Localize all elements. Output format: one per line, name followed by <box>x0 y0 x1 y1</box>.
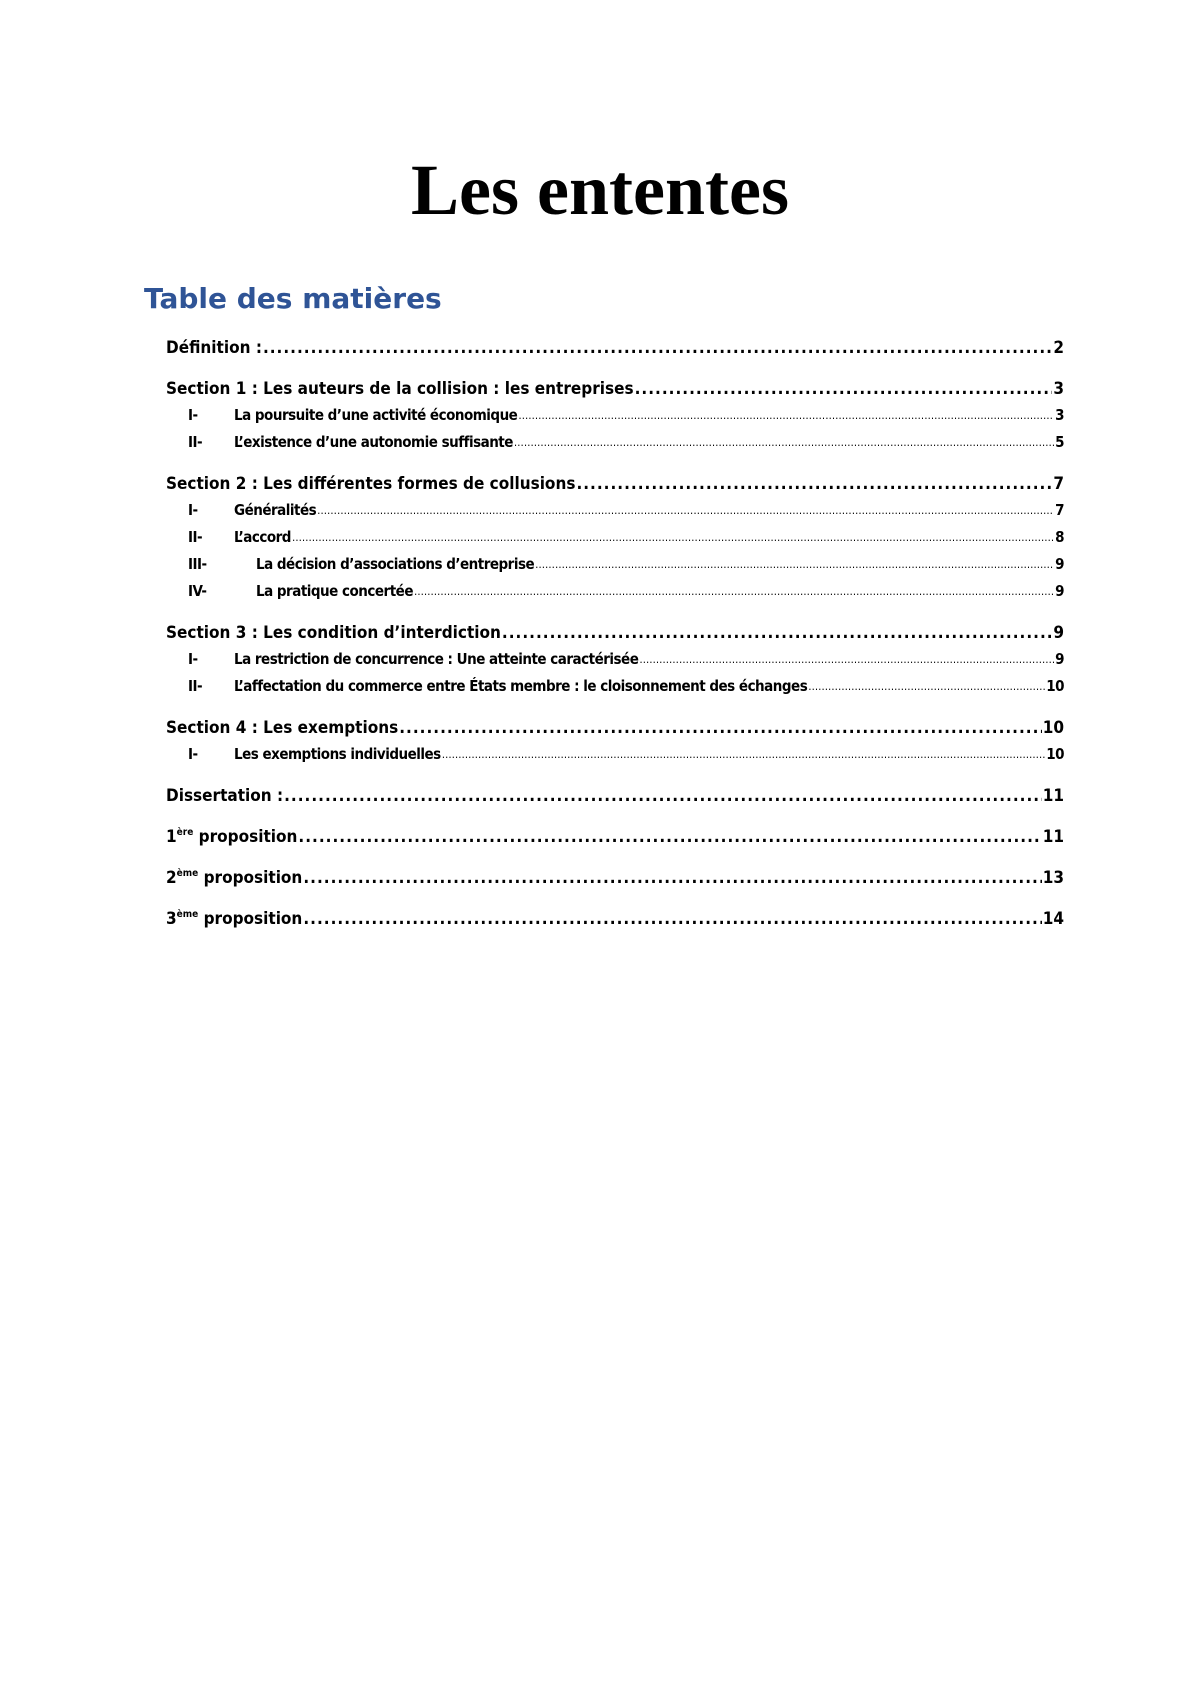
toc-entry-section[interactable] <box>166 335 1064 361</box>
toc-page-number: 9 <box>1053 623 1064 643</box>
toc-dot-leader <box>263 335 1052 361</box>
toc-entry-section[interactable] <box>166 715 1064 741</box>
document-title: Les ententes <box>411 150 789 230</box>
toc-entry-label-text: proposition <box>193 827 298 847</box>
toc-entry-label: La pratique concertée <box>256 582 413 600</box>
toc-page-number: 10 <box>1046 745 1064 763</box>
toc-dot-leader <box>399 715 1041 741</box>
toc-entry-label-text: proposition <box>198 909 303 929</box>
toc-page-number: 14 <box>1042 909 1064 929</box>
toc-dot-leader <box>292 524 1054 551</box>
toc-page-number: 7 <box>1055 501 1064 519</box>
toc-page-number: 2 <box>1053 338 1064 358</box>
toc-page-number: 11 <box>1042 827 1064 847</box>
toc-entry-number: II- <box>188 677 203 695</box>
toc-dot-leader <box>317 497 1054 524</box>
toc-entry-label: L’accord <box>234 528 291 546</box>
toc-entry-label <box>166 906 302 932</box>
toc-dot-leader <box>576 471 1052 497</box>
toc-entry-section[interactable] <box>166 376 1064 402</box>
toc-page-number: 9 <box>1055 555 1064 573</box>
toc-page-number: 9 <box>1055 582 1064 600</box>
toc-entry-subsection[interactable] <box>166 402 1064 429</box>
toc-entry-label: Définition : <box>166 338 262 358</box>
toc-entry-subsection[interactable] <box>166 646 1064 673</box>
table-of-contents <box>166 335 1064 932</box>
toc-page-number: 11 <box>1042 786 1064 806</box>
toc-dot-leader <box>518 402 1054 429</box>
toc-entry-label: Dissertation : <box>166 786 284 806</box>
toc-dot-leader <box>414 578 1054 605</box>
toc-entry-subsection[interactable] <box>166 741 1064 768</box>
toc-entry-label: Généralités <box>234 501 317 519</box>
toc-entry-label <box>166 824 297 850</box>
toc-page-number: 8 <box>1055 528 1064 546</box>
toc-entry-subsection[interactable] <box>166 429 1064 456</box>
toc-entry-number: I- <box>188 501 198 519</box>
toc-entry-label: Section 4 : Les exemptions <box>166 718 399 738</box>
toc-dot-leader <box>808 673 1045 700</box>
toc-entry-label-text: proposition <box>198 868 303 888</box>
toc-entry-label-number: 2 <box>166 868 177 888</box>
toc-dot-leader <box>535 551 1054 578</box>
toc-dot-leader <box>303 906 1041 932</box>
toc-entry-section[interactable] <box>166 783 1064 809</box>
toc-dot-leader <box>303 865 1041 891</box>
toc-entry-label: Section 1 : Les auteurs de la collision : les entreprises <box>166 379 634 399</box>
toc-entry-section[interactable] <box>166 620 1064 646</box>
toc-dot-leader <box>639 646 1054 673</box>
toc-page-number: 7 <box>1053 474 1064 494</box>
toc-dot-leader <box>514 429 1054 456</box>
toc-entry-label-superscript: ère <box>176 827 194 838</box>
toc-heading: Table des matières <box>144 282 442 315</box>
toc-dot-leader <box>284 783 1042 809</box>
toc-dot-leader <box>298 824 1041 850</box>
toc-entry-label: L’existence d’une autonomie suffisante <box>234 433 513 451</box>
toc-entry-section[interactable] <box>166 906 1064 932</box>
toc-entry-label: Section 3 : Les condition d’interdiction <box>166 623 501 643</box>
toc-entry-section[interactable] <box>166 471 1064 497</box>
toc-entry-label: Les exemptions individuelles <box>234 745 441 763</box>
toc-entry-label-number: 3 <box>166 909 177 929</box>
toc-entry-subsection[interactable] <box>166 673 1064 700</box>
toc-entry-number: I- <box>188 406 198 424</box>
toc-entry-label: La poursuite d’une activité économique <box>234 406 518 424</box>
toc-entry-number: II- <box>188 433 203 451</box>
toc-entry-label-number: 1 <box>166 827 177 847</box>
toc-entry-label: La restriction de concurrence : Une atteinte caractérisée <box>234 650 639 668</box>
toc-page-number: 5 <box>1055 433 1064 451</box>
toc-dot-leader <box>635 376 1053 402</box>
toc-entry-section[interactable] <box>166 865 1064 891</box>
toc-page-number: 3 <box>1053 379 1064 399</box>
toc-page-number: 9 <box>1055 650 1064 668</box>
toc-entry-label: La décision d’associations d’entreprise <box>256 555 535 573</box>
toc-entry-number: II- <box>188 528 203 546</box>
toc-entry-number: III- <box>188 555 207 573</box>
toc-entry-subsection[interactable] <box>166 524 1064 551</box>
toc-dot-leader <box>502 620 1052 646</box>
toc-page-number: 13 <box>1042 868 1064 888</box>
toc-entry-label <box>166 865 302 891</box>
toc-entry-label-superscript: ème <box>176 909 199 920</box>
toc-page-number: 10 <box>1046 677 1064 695</box>
toc-entry-label-superscript: ème <box>176 868 199 879</box>
toc-entry-section[interactable] <box>166 824 1064 850</box>
toc-page-number: 10 <box>1042 718 1064 738</box>
toc-dot-leader <box>442 741 1046 768</box>
toc-entry-subsection[interactable] <box>166 551 1064 578</box>
toc-entry-label: L’affectation du commerce entre États membre : le cloisonnement des échanges <box>234 677 808 695</box>
toc-entry-subsection[interactable] <box>166 578 1064 605</box>
toc-entry-label: Section 2 : Les différentes formes de collusions <box>166 474 576 494</box>
toc-entry-number: I- <box>188 745 198 763</box>
toc-entry-number: I- <box>188 650 198 668</box>
toc-entry-subsection[interactable] <box>166 497 1064 524</box>
toc-entry-number: IV- <box>188 582 207 600</box>
toc-page-number: 3 <box>1055 406 1064 424</box>
